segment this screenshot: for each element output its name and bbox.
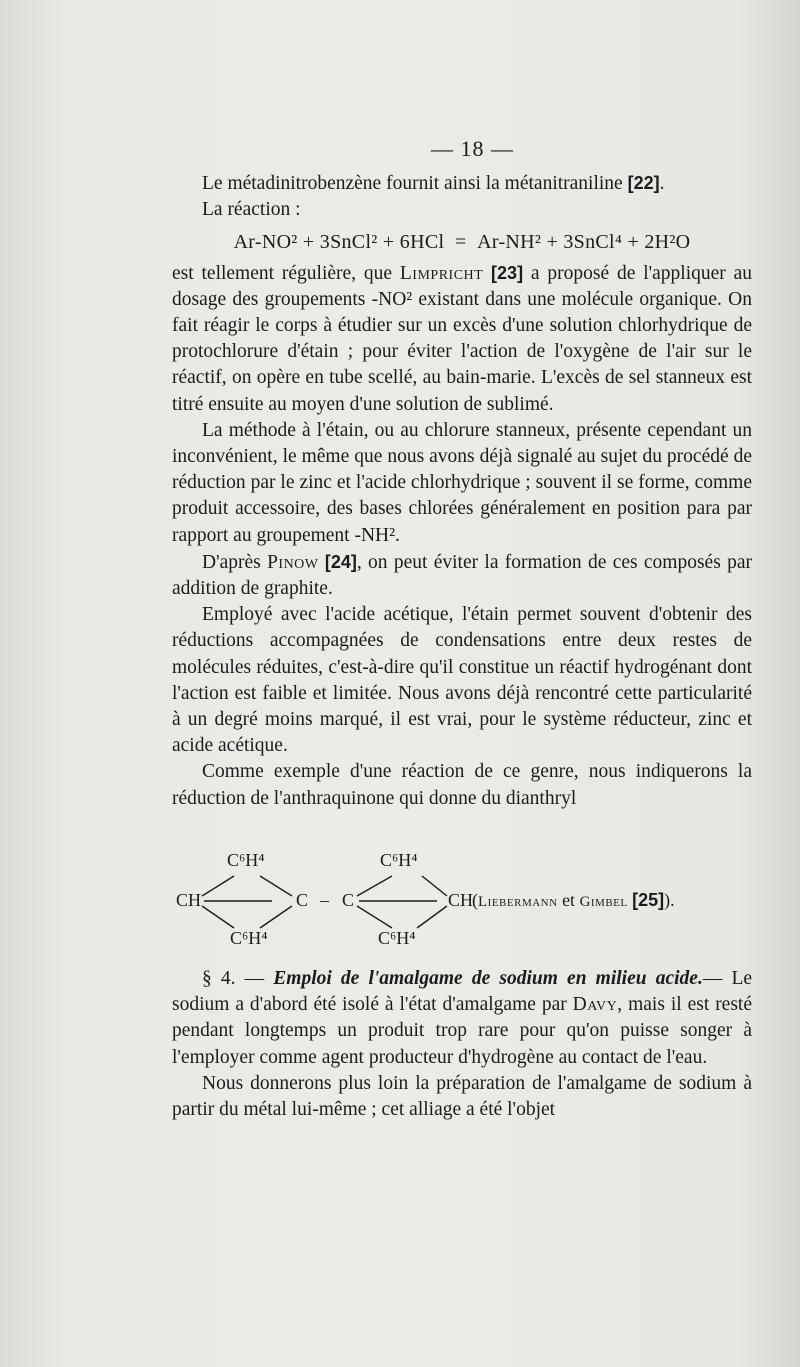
equation [172, 229, 752, 255]
bond-left-upper-right [260, 876, 292, 896]
formula-bottom-right: C⁶H⁴ [378, 928, 416, 948]
dianthryl-formula [172, 848, 762, 953]
paragraph-9: Nous donnerons plus loin la préparation de l'amalgame de sodium à partir du métal lui-même ; cet alliage a été l'objet [172, 1072, 752, 1121]
paragraph-8-text-a: Le sodium a d'abord été isolé à l'état d'amalgame par [172, 968, 753, 1016]
equation-right: Ar-NH² + 3SnCl⁴ + 2H²O [477, 231, 691, 254]
equation-equals: = [454, 231, 467, 254]
formula-bottom-left: C⁶H⁴ [230, 928, 268, 948]
paragraph-1 [172, 170, 752, 197]
paragraph-6: Employé avec l'acide acétique, l'étain permet souvent d'obtenir des réductions accompagnées de condensations entre deux restes de molécules réduites, c'est-à-dire qu'il constitue un réactif hydrogénant dont l'action est faible et limitée. Nous avons déjà rencontré cette particularité à un degré moins marqué, il est vrai, pour le système réducteur, zinc et acide acétique. [172, 604, 752, 757]
formula-top-right: C⁶H⁴ [380, 850, 418, 870]
formula-ch-left: CH [176, 890, 202, 910]
formula-top-left: C⁶H⁴ [227, 850, 265, 870]
section-dash: — [244, 968, 265, 989]
author-davy: Davy [572, 994, 618, 1016]
paragraph-5-text-b: , on peut éviter la formation de ces composés par addition de graphite. [172, 551, 753, 600]
paragraph-3-text-a: est tellement régulière, que [172, 262, 393, 284]
paragraph-2: La réaction : [202, 199, 301, 221]
section-title: Emploi de l'amalgame de sodium en milieu acide. [273, 968, 703, 989]
bond-left-lower-right [260, 906, 292, 928]
reference-22: [22] [627, 173, 660, 193]
citation-open: ( [472, 890, 478, 910]
author-gimbel: Gimbel [579, 894, 628, 910]
bond-right-lower [357, 906, 392, 928]
author-liebermann: Liebermann [478, 894, 558, 910]
paragraph-5 [172, 549, 752, 602]
paragraph-3 [172, 260, 752, 418]
bond-left-lower [202, 906, 234, 928]
paragraph-4: La méthode à l'étain, ou au chlorure stanneux, présente cependant un inconvénient, le même que nous avons déjà signalé au sujet du procédé de réduction par le zinc et l'acide chlorhydrique ; souvent il se forme, comme produit accessoire, des bases chlorées généralement en position para par rapport au groupement -NH². [172, 419, 752, 546]
paragraph-5-text-a: D'après [202, 551, 261, 573]
section-4-heading-paragraph [172, 966, 752, 1071]
section-4 [172, 966, 752, 1123]
bond-right-upper-right [422, 876, 447, 896]
page-number: — 18 — [431, 136, 514, 161]
paragraph-1-end: . [659, 173, 665, 194]
author-limpricht: Limpricht [399, 262, 484, 284]
section-number: § 4. [202, 968, 236, 989]
paragraph-7: Comme exemple d'une réaction de ce genre, nous indiquerons la réduction de l'anthraquinone qui donne du dianthryl [172, 761, 752, 809]
reference-23: [23] [491, 262, 524, 283]
bond-left-upper [202, 876, 234, 896]
paragraph-1-text: Le métadinitrobenzène fournit ainsi la métanitraniline [202, 173, 623, 194]
formula-c-mid2: C [342, 890, 355, 910]
bond-right-upper [357, 876, 392, 896]
reference-24: [24] [324, 551, 357, 572]
paragraph-8-text-b: , mais il est resté pendant longtemps un produit trop rare pour qu'on puisse songer à l'employer comme agent producteur d'hydrogène au contact de l'eau. [172, 994, 752, 1068]
formula-citation [472, 890, 675, 911]
body-text [172, 170, 752, 812]
formula-ch-right: CH [448, 890, 474, 910]
citation-and: et [562, 890, 576, 910]
citation-close: ). [664, 890, 675, 910]
paragraph-3-text-b: a proposé de l'appliquer au dosage des groupements -NO² existant dans une molécule organique. On fait réagir le corps à étudier sur un excès d'une solution chlorhydrique de protochlorure d'étain ; pour éviter l'action de l'oxygène de l'air sur le réactif, on opère en tube scellé, au bain-marie. L'excès de sel stanneux est titré ensuite au moyen d'une solution de sublimé. [172, 262, 753, 415]
equation-left: Ar-NO² + 3SnCl² + 6HCl [233, 231, 445, 254]
reference-25: [25] [632, 890, 665, 910]
bond-right-lower-right [417, 906, 447, 928]
formula-c-mid1: C [296, 890, 309, 910]
author-pinow: Pinow [267, 551, 319, 573]
formula-dash: – [320, 890, 329, 910]
section-title-dash: — [702, 968, 723, 989]
